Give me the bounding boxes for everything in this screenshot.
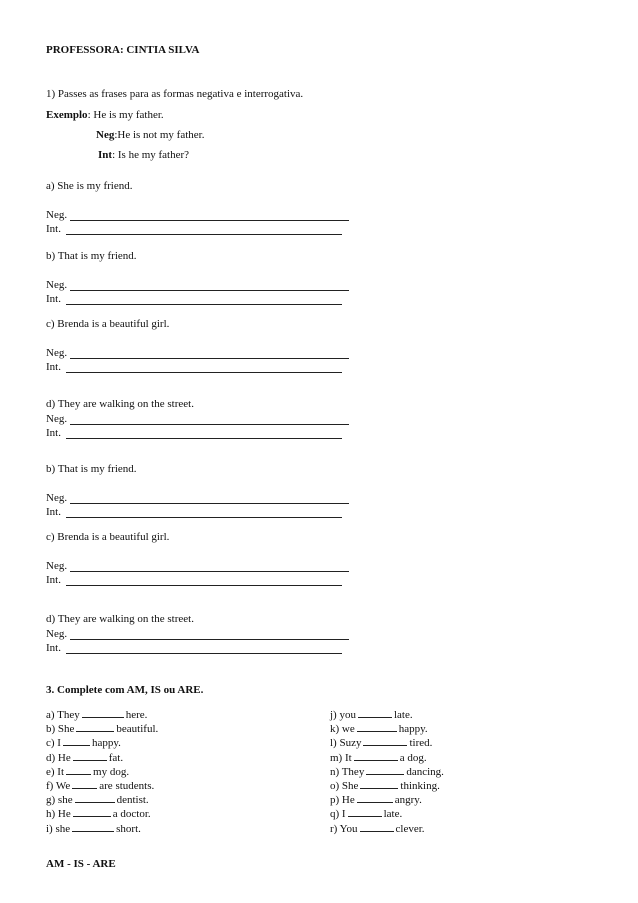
exercise3-item-suffix: are students. — [99, 780, 155, 792]
exercise3-item-suffix: dancing. — [406, 765, 444, 778]
int-answer-line[interactable] — [66, 517, 342, 518]
neg-answer-line[interactable] — [70, 358, 349, 359]
exercise1-item: c) Brenda is a beautiful girl. — [46, 531, 170, 543]
exercise3-blank[interactable] — [75, 792, 115, 803]
exercise3-item-right — [330, 821, 425, 836]
int-prefix: Int. — [46, 574, 61, 586]
exercise3-item-suffix: happy. — [398, 723, 428, 736]
exercise3-item-suffix: fat. — [108, 751, 124, 764]
exercise3-item-prefix: o) She — [330, 780, 359, 792]
example-neg-line — [96, 129, 204, 142]
int-answer-line[interactable] — [66, 585, 342, 586]
int-prefix: Int. — [46, 506, 61, 518]
neg-prefix: Neg. — [46, 209, 68, 221]
exercise1-item: b) That is my friend. — [46, 463, 137, 475]
exercise3-item-right — [330, 778, 440, 793]
exercise3-item-left — [46, 707, 147, 722]
int-answer-line[interactable] — [66, 372, 342, 373]
exercise3-blank[interactable] — [76, 721, 114, 732]
neg-prefix: Neg. — [46, 492, 68, 504]
exercise3-item-suffix: thinking. — [400, 780, 440, 792]
exercise3-blank[interactable] — [360, 778, 398, 789]
footer-title: AM - IS - ARE — [46, 858, 116, 870]
exercise3-blank[interactable] — [363, 735, 407, 746]
example-line — [46, 109, 164, 122]
example-label: Exemplo — [46, 109, 88, 121]
int-prefix: Int. — [46, 427, 61, 439]
int-answer-line[interactable] — [66, 438, 342, 439]
neg-prefix: Neg. — [46, 628, 68, 640]
exercise3-item-left — [46, 792, 149, 807]
exercise3-item-prefix: r) You — [330, 822, 358, 835]
exercise3-item-right — [330, 721, 428, 736]
exercise3-blank[interactable] — [366, 764, 404, 775]
exercise3-item-prefix: a) They — [46, 709, 80, 721]
neg-answer-line[interactable] — [70, 290, 349, 291]
exercise3-item-left — [46, 735, 121, 750]
exercise3-blank[interactable] — [357, 792, 393, 803]
neg-answer-line[interactable] — [70, 424, 349, 425]
exercise3-item-left — [46, 721, 158, 736]
exercise3-blank[interactable] — [73, 750, 107, 761]
exercise3-item-prefix: n) They — [330, 765, 365, 778]
exercise3-item-suffix: a doctor. — [112, 808, 151, 821]
exercise3-item-left — [46, 821, 141, 836]
example-int-label: Int — [98, 149, 113, 161]
neg-prefix: Neg. — [46, 279, 68, 291]
exercise3-item-suffix: dentist. — [116, 794, 149, 807]
exercise3-item-right — [330, 750, 427, 765]
exercise3-blank[interactable] — [357, 721, 397, 732]
neg-prefix: Neg. — [46, 347, 68, 359]
exercise1-item: a) She is my friend. — [46, 180, 133, 192]
exercise3-item-prefix: k) we — [330, 723, 355, 736]
int-answer-line[interactable] — [66, 234, 342, 235]
exercise3-item-suffix: clever. — [395, 822, 425, 835]
example-int-line — [98, 149, 189, 162]
exercise3-blank[interactable] — [358, 707, 392, 718]
exercise3-item-suffix: angry. — [394, 794, 422, 807]
exercise3-item-suffix: here. — [125, 709, 148, 721]
neg-answer-line[interactable] — [70, 503, 349, 504]
exercise3-blank[interactable] — [360, 821, 394, 832]
exercise3-item-suffix: short. — [116, 822, 141, 835]
exercise3-item-prefix: b) She — [46, 723, 75, 736]
exercise3-item-suffix: my dog. — [93, 765, 130, 778]
int-answer-line[interactable] — [66, 304, 342, 305]
exercise3-item-right — [330, 764, 444, 779]
exercise3-item-suffix: late. — [393, 709, 413, 721]
exercise3-blank[interactable] — [66, 764, 91, 775]
exercise1-item: d) They are walking on the street. — [46, 398, 194, 410]
exercise3-item-left — [46, 806, 151, 821]
exercise3-item-prefix: q) I — [330, 808, 346, 821]
int-answer-line[interactable] — [66, 653, 342, 654]
exercise1-instruction: 1) Passes as frases para as formas negativa e interrogativa. — [46, 88, 304, 100]
exercise3-item-left — [46, 750, 123, 765]
page-title: PROFESSORA: CINTIA SILVA — [46, 44, 200, 56]
exercise3-blank[interactable] — [82, 707, 124, 718]
int-prefix: Int. — [46, 293, 61, 305]
int-prefix: Int. — [46, 642, 61, 654]
exercise3-item-right — [330, 735, 432, 750]
exercise3-blank[interactable] — [72, 778, 97, 789]
exercise3-item-prefix: j) you — [330, 709, 356, 721]
exercise3-item-prefix: p) He — [330, 794, 355, 807]
exercise3-item-prefix: i) she — [46, 822, 71, 835]
exercise3-blank[interactable] — [348, 806, 382, 817]
exercise3-item-prefix: l) Suzy — [330, 737, 362, 750]
exercise3-item-suffix: beautiful. — [116, 723, 159, 736]
exercise3-item-suffix: happy. — [91, 737, 121, 750]
neg-prefix: Neg. — [46, 413, 68, 425]
neg-prefix: Neg. — [46, 560, 68, 572]
exercise3-item-left — [46, 778, 154, 793]
exercise3-item-prefix: d) He — [46, 751, 71, 764]
exercise3-item-prefix: c) I — [46, 737, 61, 750]
exercise3-item-right — [330, 792, 422, 807]
exercise3-item-prefix: m) It — [330, 751, 352, 764]
exercise3-blank[interactable] — [63, 735, 90, 746]
exercise3-item-prefix: f) We — [46, 780, 71, 792]
exercise1-item: c) Brenda is a beautiful girl. — [46, 318, 170, 330]
int-prefix: Int. — [46, 361, 61, 373]
int-prefix: Int. — [46, 223, 61, 235]
exercise3-blank[interactable] — [72, 821, 114, 832]
exercise3-item-prefix: g) she — [46, 794, 73, 807]
example-sentence: : He is my father. — [87, 109, 164, 121]
neg-answer-line[interactable] — [70, 639, 349, 640]
exercise3-item-suffix: late. — [383, 808, 403, 821]
neg-answer-line[interactable] — [70, 571, 349, 572]
exercise1-item: b) That is my friend. — [46, 250, 137, 262]
exercise3-item-prefix: e) It — [46, 765, 65, 778]
example-int-text: : Is he my father? — [112, 149, 190, 161]
exercise3-item-prefix: h) He — [46, 808, 71, 821]
neg-answer-line[interactable] — [70, 220, 349, 221]
exercise1-item: d) They are walking on the street. — [46, 613, 194, 625]
exercise3-item-suffix: a dog. — [399, 751, 427, 764]
example-neg-label: Neg — [96, 129, 115, 141]
exercise3-item-right — [330, 707, 413, 722]
exercise3-blank[interactable] — [354, 750, 398, 761]
exercise3-title: 3. Complete com AM, IS ou ARE. — [46, 684, 204, 696]
example-neg-text: :He is not my father. — [114, 129, 205, 141]
exercise3-blank[interactable] — [73, 806, 111, 817]
exercise3-item-right — [330, 806, 402, 821]
exercise3-item-suffix: tired. — [409, 737, 433, 750]
exercise3-item-left — [46, 764, 129, 779]
